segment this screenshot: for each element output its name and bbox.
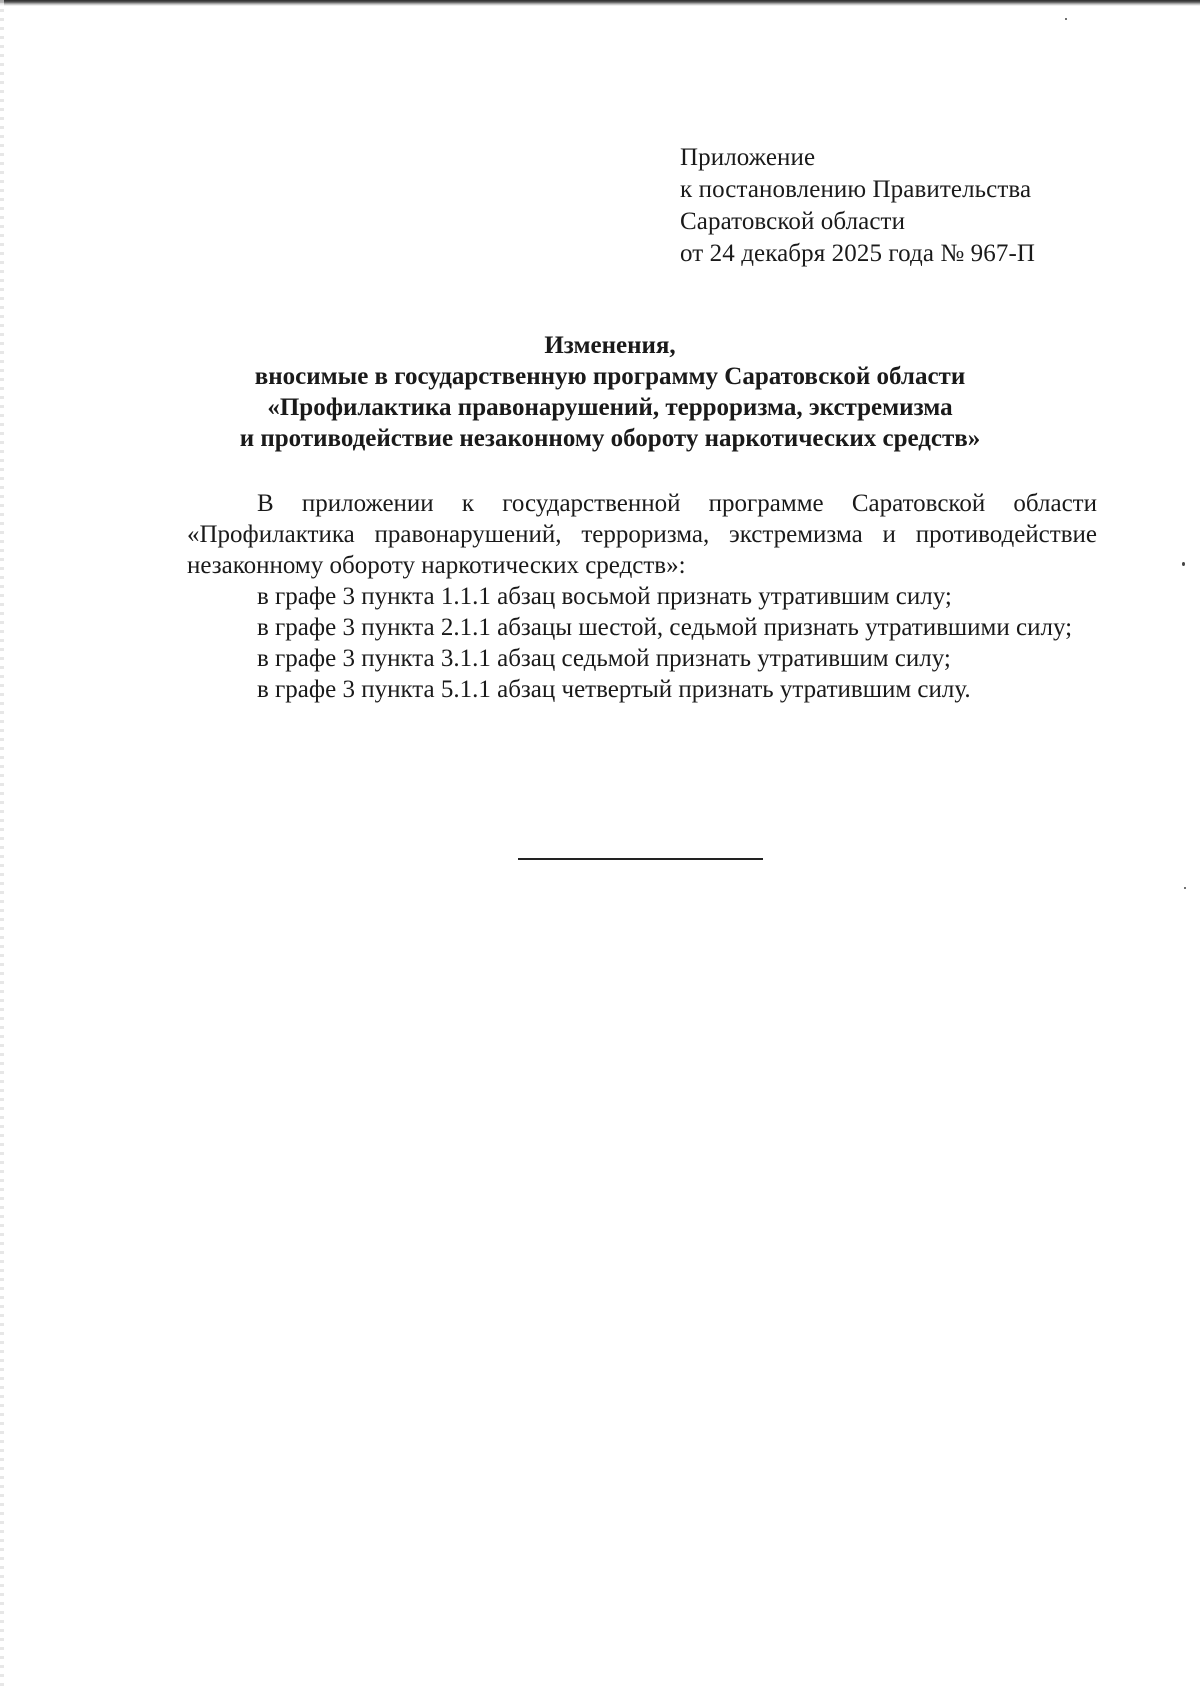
scan-speck <box>1184 887 1186 889</box>
amendment-item: в графе 3 пункта 5.1.1 абзац четвертый признать утратившим силу. <box>257 676 971 703</box>
annex-line-3: Саратовской области <box>680 208 906 235</box>
title-line-3: «Профилактика правонарушений, терроризма, экстремизма <box>267 394 953 421</box>
amendment-item: в графе 3 пункта 1.1.1 абзац восьмой признать утратившим силу; <box>257 583 952 610</box>
intro-paragraph: В приложении к государственной программе Саратовской области «Профилактика правонарушений, терроризма, экстремизма и противодействие незаконному обороту наркотических средств»: <box>187 490 1097 579</box>
title-line-2: вносимые в государственную программу Саратовской области <box>254 363 966 390</box>
end-divider-line <box>518 858 763 860</box>
annex-header <box>680 142 1035 270</box>
title-line-4: и противодействие незаконному обороту наркотических средств» <box>239 425 981 452</box>
document-title <box>160 330 1060 454</box>
annex-line-4: от 24 декабря 2025 года № 967-П <box>680 240 1036 267</box>
scan-top-edge <box>0 0 1200 6</box>
amendment-item: в графе 3 пункта 3.1.1 абзац седьмой признать утратившим силу; <box>257 645 951 672</box>
amendment-item: в графе 3 пункта 2.1.1 абзацы шестой, седьмой признать утратившими силу; <box>257 614 1073 641</box>
annex-line-1: Приложение <box>680 144 816 171</box>
document-body <box>187 488 1097 705</box>
scan-speck <box>1182 562 1185 566</box>
scan-left-edge <box>0 0 4 1691</box>
scan-speck <box>1065 18 1067 20</box>
title-line-1: Изменения, <box>544 332 676 359</box>
annex-line-2: к постановлению Правительства <box>680 176 1032 203</box>
